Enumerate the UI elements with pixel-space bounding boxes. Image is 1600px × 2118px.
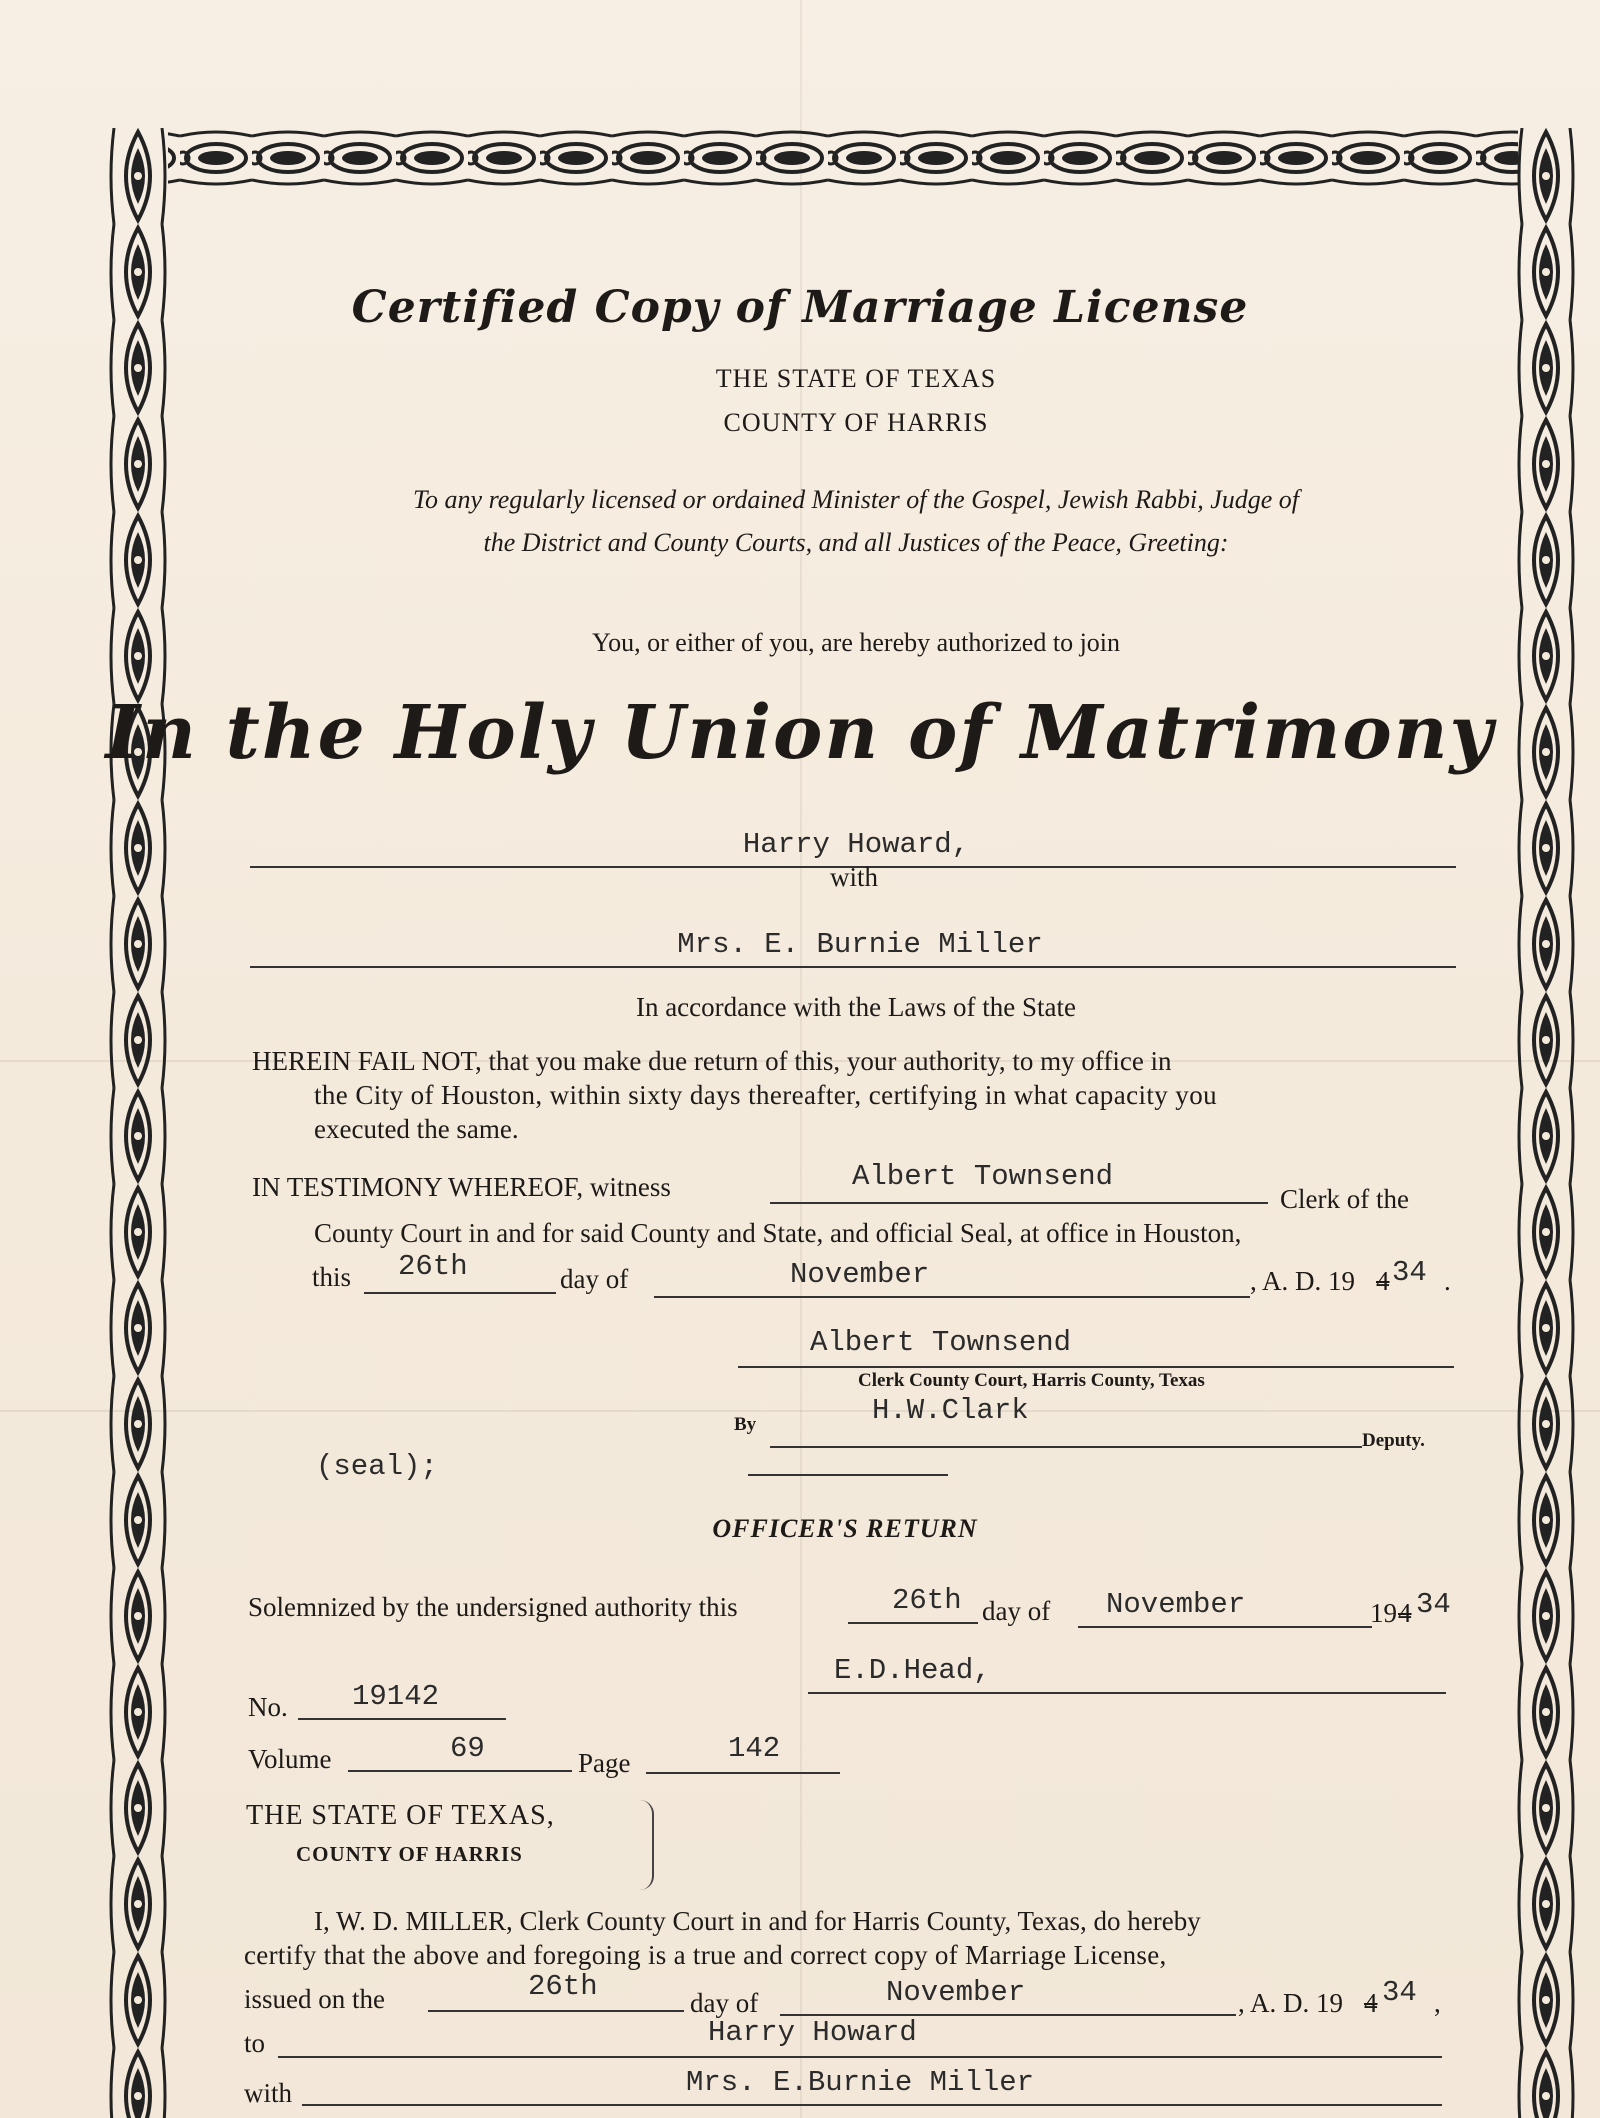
solemnized-day-of-label: day of — [982, 1596, 1051, 1626]
issued-day-of-label: day of — [690, 1988, 759, 2018]
clerk-title: Clerk County Court, Harris County, Texas — [858, 1370, 1205, 1391]
county-heading: COUNTY OF HARRIS — [723, 408, 989, 437]
month-underline — [654, 1296, 1250, 1298]
fail-not-line-2: the City of Houston, within sixty days thereafter, certifying in what capacity you — [314, 1080, 1218, 1110]
officers-return-heading: OFFICER'S RETURN — [712, 1514, 978, 1543]
day-value: 26th — [398, 1250, 468, 1283]
clerk-signature-underline — [738, 1366, 1454, 1368]
fail-not-line-3: executed the same. — [314, 1114, 519, 1144]
by-label: By — [734, 1414, 757, 1435]
deputy-name: H.W.Clark — [872, 1394, 1029, 1427]
with-underline — [302, 2104, 1442, 2106]
this-label: this — [312, 1262, 352, 1292]
greeting-line-2: the District and County Courts, and all Justices of the Peace, Greeting: — [483, 528, 1229, 557]
issued-ad-prefix: , A. D. 19 — [1238, 1988, 1344, 2018]
issued-year-value: 34 — [1382, 1976, 1417, 2009]
state-heading: THE STATE OF TEXAS — [715, 364, 997, 393]
bride-underline — [250, 966, 1456, 968]
witness-name: Albert Townsend — [852, 1160, 1114, 1193]
page-underline — [646, 1772, 840, 1774]
solemnized-day-underline — [848, 1622, 978, 1624]
solemnized-month-underline — [1078, 1626, 1372, 1628]
issued-struck-digit: 4 — [1364, 1988, 1378, 2018]
groom-name: Harry Howard, — [742, 828, 970, 861]
record-no-label: No. — [248, 1692, 288, 1722]
ornamental-border-top — [108, 128, 1576, 188]
year-value: 34 — [1392, 1256, 1427, 1289]
certification-line-2: certify that the above and foregoing is a true and correct copy of Marriage License, — [244, 1940, 1167, 1970]
page-value: 142 — [728, 1732, 781, 1765]
deputy-underline — [770, 1446, 1362, 1448]
clerk-signature: Albert Townsend — [810, 1326, 1072, 1359]
document-title: Certified Copy of Marriage License — [351, 282, 1249, 333]
period: . — [1444, 1266, 1451, 1296]
solemnized-year-prefix: 19 — [1370, 1598, 1397, 1628]
certification-line-1: I, W. D. MILLER, Clerk County Court in and for Harris County, Texas, do hereby — [314, 1906, 1201, 1936]
struck-year-digit: 4 — [1376, 1266, 1390, 1296]
clerk-of-the-label: Clerk of the — [1280, 1184, 1409, 1214]
issued-month-value: November — [886, 1976, 1026, 2009]
solemnized-month-value: November — [1106, 1588, 1246, 1621]
authorization-line: You, or either of you, are hereby authorized to join — [591, 628, 1121, 657]
certification-county: COUNTY OF HARRIS — [296, 1842, 523, 1866]
to-value: Harry Howard — [708, 2016, 917, 2049]
county-court-line: County Court in and for said County and State, and official Seal, at office in Houston, — [314, 1218, 1242, 1248]
with-value: Mrs. E.Burnie Miller — [686, 2066, 1035, 2099]
testimony-label: IN TESTIMONY WHEREOF, witness — [252, 1172, 671, 1202]
certification-state: THE STATE OF TEXAS, — [246, 1800, 555, 1831]
bracket — [638, 1800, 654, 1890]
officiant-name: E.D.Head, — [834, 1654, 991, 1687]
to-underline — [278, 2056, 1442, 2058]
record-no-underline — [298, 1718, 506, 1720]
issued-day-value: 26th — [528, 1970, 598, 2003]
day-underline — [364, 1292, 556, 1294]
solemnized-day-value: 26th — [892, 1584, 962, 1617]
with-label-bottom: with — [244, 2078, 293, 2108]
seal-note: (seal); — [316, 1450, 438, 1483]
ad-year-prefix: , A. D. 19 — [1250, 1266, 1356, 1296]
laws-line: In accordance with the Laws of the State — [635, 992, 1077, 1022]
greeting-line-1: To any regularly licensed or ordained Minister of the Gospel, Jewish Rabbi, Judge of — [412, 485, 1300, 514]
solemnized-year-value: 34 — [1416, 1588, 1451, 1621]
solemnized-struck-digit: 4 — [1398, 1598, 1412, 1628]
deputy-label: Deputy. — [1362, 1430, 1425, 1451]
volume-underline — [348, 1770, 572, 1772]
month-value: November — [790, 1258, 930, 1291]
fail-not-line-1: HEREIN FAIL NOT, that you make due return of this, your authority, to my office in — [252, 1046, 1172, 1076]
witness-underline — [770, 1202, 1268, 1204]
matrimony-headline: In the Holy Union of Matrimony — [105, 690, 1495, 776]
to-label: to — [244, 2028, 266, 2058]
record-no-value: 19142 — [352, 1680, 440, 1713]
day-of-label: day of — [560, 1264, 629, 1294]
issued-comma: , — [1434, 1988, 1441, 2018]
issued-on-label: issued on the — [244, 1984, 385, 2014]
solemnized-label: Solemnized by the undersigned authority this — [248, 1592, 738, 1622]
volume-value: 69 — [450, 1732, 485, 1765]
page-label: Page — [578, 1748, 631, 1778]
volume-label: Volume — [248, 1744, 332, 1774]
bride-name: Mrs. E. Burnie Miller — [677, 928, 1043, 961]
with-label: with — [829, 862, 878, 892]
separator-rule — [748, 1474, 948, 1476]
issued-day-underline — [428, 2010, 684, 2012]
officiant-underline — [808, 1692, 1446, 1694]
